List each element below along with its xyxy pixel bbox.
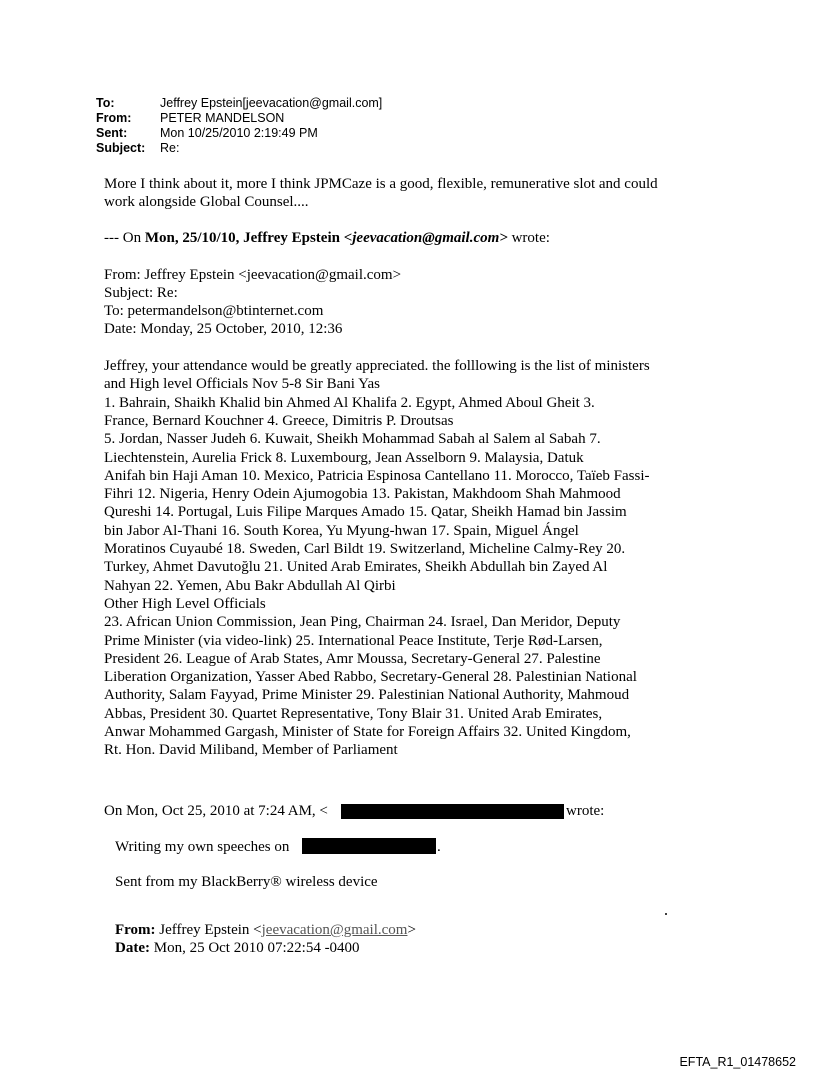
body-line: Liechtenstein, Aurelia Frick 8. Luxembourg, Jean Asselborn 9. Malaysia, Datuk	[104, 449, 584, 466]
body-line: Anwar Mohammed Gargash, Minister of State for Foreign Affairs 32. United Kingdom,	[104, 724, 631, 740]
earlier-from-email-link[interactable]: jeevacation@gmail.com	[261, 922, 408, 938]
header-sent-row	[96, 126, 318, 141]
body-line: bin Jabor Al-Thani 16. South Korea, Yu Myung-hwan 17. Spain, Miguel Ángel	[104, 522, 579, 539]
speeches-period: .	[437, 839, 441, 855]
body-line: Authority, Salam Fayyad, Prime Minister 29. Palestinian National Authority, Mahmoud	[104, 687, 630, 704]
earlier-from-label: From:	[115, 922, 156, 938]
redaction-email	[341, 804, 564, 819]
quote-prefix: --- On	[104, 230, 145, 246]
subject-label: Subject:	[96, 141, 146, 155]
body-line: 23. African Union Commission, Jean Ping, Chairman 24. Israel, Dan Meridor, Deputy	[104, 614, 621, 631]
body-line: 1. Bahrain, Shaikh Khalid bin Ahmed Al Khalifa 2. Egypt, Ahmed Aboul Gheit 3.	[104, 394, 595, 411]
body-line: Prime Minister (via video-link) 25. International Peace Institute, Terje Rød-Larsen,	[104, 632, 603, 649]
body-line: 5. Jordan, Nasser Judeh 6. Kuwait, Sheikh Mohammad Sabah al Salem al Sabah 7.	[104, 431, 601, 448]
redaction-speech-topic	[302, 838, 436, 854]
to-label: To:	[96, 96, 115, 110]
earlier-from-line	[115, 921, 416, 939]
forwarded-from: From: Jeffrey Epstein <jeevacation@gmail.com>	[104, 267, 402, 283]
body-line: and High level Officials Nov 5-8 Sir Bani Yas	[104, 376, 380, 393]
quote-header	[104, 229, 550, 247]
earlier-from-close: >	[407, 922, 416, 938]
quote-date: Mon, 25/10/10, Jeffrey Epstein	[144, 230, 344, 246]
from-label: From:	[96, 111, 132, 125]
from-value: PETER MANDELSON	[160, 111, 285, 125]
forwarded-subject: Subject: Re:	[104, 285, 178, 301]
earlier-date-label: Date:	[115, 940, 150, 956]
body-line: France, Bernard Kouchner 4. Greece, Dimitris P. Droutsas	[104, 412, 454, 429]
body-line: Jeffrey, your attendance would be greatly appreciated. the folllowing is the list of ministers	[104, 358, 650, 374]
body-line: Liberation Organization, Yasser Abed Rabbo, Secretary-General 28. Palestinian National	[104, 669, 637, 686]
quote-suffix: wrote:	[507, 230, 550, 246]
sent-label: Sent:	[96, 126, 128, 140]
body-line: Other High Level Officials	[104, 595, 266, 612]
earlier-on-suffix: wrote:	[566, 803, 605, 819]
forwarded-to: To: petermandelson@btinternet.com	[104, 303, 324, 319]
intro-line-2: work alongside Global Counsel....	[104, 194, 309, 210]
body-line: Rt. Hon. David Miliband, Member of Parliament	[104, 742, 398, 759]
intro-line-1: More I think about it, more I think JPMCaze is a good, flexible, remunerative slot and could	[104, 176, 658, 192]
sent-from-line: Sent from my BlackBerry® wireless device	[115, 874, 378, 890]
body-line: Fihri 12. Nigeria, Henry Odein Ajumogobia 13. Pakistan, Makhdoom Shah Mahmood	[104, 486, 621, 503]
subject-value: Re:	[160, 141, 180, 155]
body-line: Nahyan 22. Yemen, Abu Bakr Abdullah Al Qirbi	[104, 577, 396, 594]
speeches-line: Writing my own speeches on	[115, 839, 290, 855]
sent-value: Mon 10/25/2010 2:19:49 PM	[160, 126, 318, 140]
to-value: Jeffrey Epstein[jeevacation@gmail.com]	[160, 96, 383, 110]
header-to-row	[96, 96, 382, 111]
earlier-date-line	[115, 939, 360, 957]
quote-email: <jeevacation@gmail.com>	[343, 230, 508, 246]
earlier-on-prefix: On Mon, Oct 25, 2010 at 7:24 AM, <	[104, 803, 328, 819]
header-from-row	[96, 111, 284, 126]
forwarded-date: Date: Monday, 25 October, 2010, 12:36	[104, 321, 343, 337]
body-line: Moratinos Cuyaubé 18. Sweden, Carl Bildt 19. Switzerland, Micheline Calmy-Rey 20.	[104, 541, 626, 557]
document-id: EFTA_R1_01478652	[679, 1055, 796, 1069]
body-line: Anifah bin Haji Aman 10. Mexico, Patricia Espinosa Cantellano 11. Morocco, Taïeb Fassi-	[104, 467, 650, 484]
body-line: Turkey, Ahmet Davutoğlu 21. United Arab Emirates, Sheikh Abdullah bin Zayed Al	[104, 559, 608, 576]
earlier-date-value: Mon, 25 Oct 2010 07:22:54 -0400	[149, 940, 360, 956]
stray-dot	[665, 913, 667, 915]
header-subject-row	[96, 141, 179, 156]
earlier-from-name: Jeffrey Epstein <	[155, 922, 262, 938]
body-line: Qureshi 14. Portugal, Luis Filipe Marques Amado 15. Qatar, Sheikh Hamad bin Jassim	[104, 504, 627, 521]
body-line: President 26. League of Arab States, Amr Moussa, Secretary-General 27. Palestine	[104, 650, 601, 667]
body-line: Abbas, President 30. Quartet Representative, Tony Blair 31. United Arab Emirates,	[104, 705, 603, 722]
earlier-on-line	[104, 802, 328, 820]
